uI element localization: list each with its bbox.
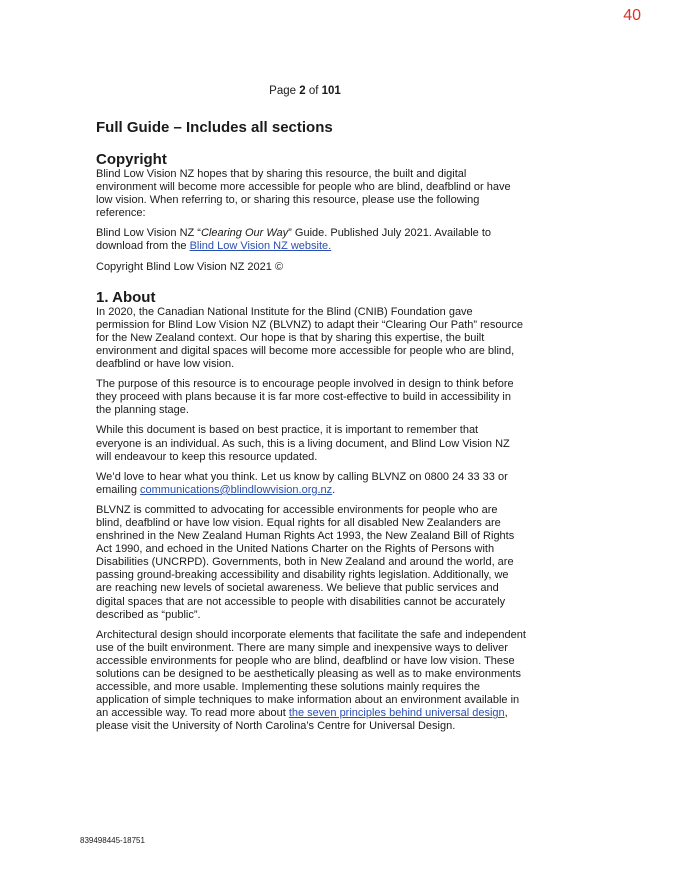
page-total-number: 101	[321, 85, 341, 97]
reference-text-middle: ” Guide. Published July 2021. Available to download from the	[96, 227, 491, 253]
section-spacer	[96, 281, 526, 289]
contact-text: We’d love to hear what you think. Let us know by calling BLVNZ on 0800 24 33 33 or emailing	[96, 470, 508, 496]
reference-text-start: Blind Low Vision NZ “	[96, 227, 201, 240]
page-indicator-prefix: Page	[269, 85, 300, 97]
document-body	[96, 119, 526, 740]
copyright-heading: Copyright	[96, 151, 167, 168]
copyright-paragraph-2	[96, 227, 526, 253]
contact-text-end: .	[332, 483, 336, 496]
copyright-section	[96, 151, 526, 274]
about-paragraph-1: In 2020, the Canadian National Institute for the Blind (CNIB) Foundation gave permission for Blind Low Vision NZ (BLVNZ) to adapt their “Clearing Our Path” resource for the New Zealand context. Our hope is that by sharing this expertise, the built environment and digital spaces will become more accessible for people who are blind, deafblind or have low vision.	[96, 305, 523, 371]
about-paragraph-6	[96, 629, 526, 734]
blvnz-website-link[interactable]: Blind Low Vision NZ website.	[189, 240, 332, 253]
email-link[interactable]: communications@blindlowvision.org.nz	[140, 483, 333, 496]
about-paragraph-4	[96, 471, 526, 497]
page-indicator-of: of	[305, 85, 322, 97]
about-section	[96, 289, 526, 734]
about-paragraph-3: While this document is based on best practice, it is important to remember that everyone is an individual. As such, this is a living document, and Blind Low Vision NZ will endeavour to keep this resource updated.	[96, 424, 510, 463]
about-heading: 1. About	[96, 288, 156, 306]
about-paragraph-2: The purpose of this resource is to encourage people involved in design to think before they proceed with plans because it is far more cost-effective to build in accessibility in the planning stage.	[96, 378, 514, 417]
page-indicator	[0, 85, 610, 97]
design-text: Architectural design should incorporate elements that facilitate the safe and independent use of the built environment. There are many simple and inexpensive ways to deliver accessible environments for people who are blind, deafblind or have low vision. These solutions can be designed to be aesthetically pleasing as well as to make environments accessible, and more usable. Implementing these solutions mainly requires the application of simple techniques to make information about an environment available in an accessible way. To read more about	[96, 628, 526, 720]
copyright-paragraph-1: Blind Low Vision NZ hopes that by sharing this resource, the built and digital environment will become more accessible for people who are blind, deafblind or have low vision. When referring to, or sharing this resource, please use the following reference:	[96, 168, 511, 220]
document-id: 839498445-18751	[80, 836, 145, 845]
page-corner-number: 40	[623, 7, 641, 24]
page-current-number: 2	[299, 85, 306, 97]
about-paragraph-5: BLVNZ is committed to advocating for accessible environments for people who are blind, deafblind or have low vision. Equal rights for all disabled New Zealanders are enshrined in the New Zealand Human Rights Act 1993, the New Zealand Bill of Rights Act 1990, and echoed in the United Nations Charter on the Rights of Persons with Disabilities (UNCRPD). Governments, both in New Zealand and around the world, are passing ground-breaking accessibility and disability rights legislation. Additionally, we are reaching new levels of societal awareness. We believe that public services and digital spaces that are not accessible to people with disabilities cannot be accurately described as “public”.	[96, 503, 515, 621]
guide-title: Full Guide – Includes all sections	[96, 119, 333, 136]
copyright-notice: Copyright Blind Low Vision NZ 2021 ©	[96, 260, 284, 273]
design-text-end: , please visit the University of North Carolina’s Centre for Universal Design.	[96, 707, 508, 733]
reference-title: Clearing Our Way	[200, 227, 289, 240]
universal-design-link[interactable]: the seven principles behind universal design	[288, 707, 505, 720]
